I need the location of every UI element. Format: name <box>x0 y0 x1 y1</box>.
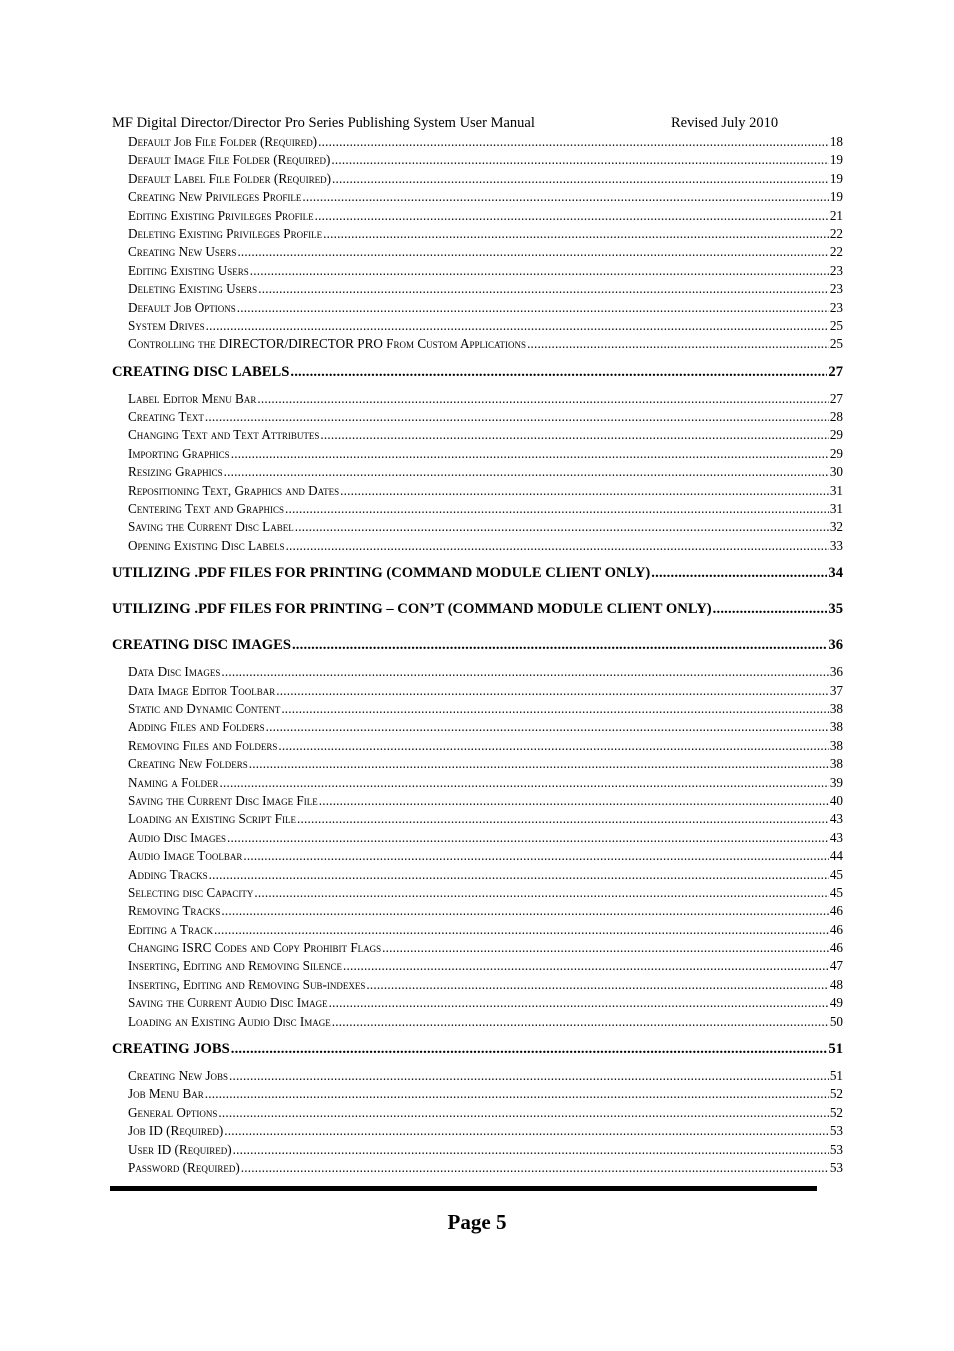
toc-dot-leader <box>221 663 828 681</box>
toc-entry[interactable] <box>112 884 843 902</box>
toc-dot-leader <box>281 700 829 718</box>
toc-entry[interactable] <box>112 792 843 810</box>
toc-dot-leader <box>278 737 828 755</box>
toc-entry-label: Centering Text and Graphics <box>128 501 285 517</box>
toc-section-entry[interactable] <box>112 1039 843 1059</box>
toc-entry[interactable] <box>112 774 843 792</box>
toc-dot-leader <box>219 774 828 792</box>
toc-entry[interactable] <box>112 500 843 518</box>
toc-entry[interactable] <box>112 390 843 408</box>
toc-dot-leader <box>302 188 828 206</box>
toc-entry-label: Controlling the DIRECTOR/DIRECTOR PRO From Custom Applications <box>128 336 527 352</box>
toc-dot-leader <box>292 635 827 655</box>
toc-section-entry[interactable] <box>112 563 843 583</box>
toc-entry-label: System Drives <box>128 317 205 333</box>
toc-entry-page: 45 <box>829 866 843 882</box>
toc-entry-label: Changing ISRC Codes and Copy Prohibit Flags <box>128 940 382 956</box>
toc-entry-page: 30 <box>829 464 843 480</box>
toc-entry-page: 36 <box>829 664 843 680</box>
toc-dot-leader <box>218 1104 828 1122</box>
toc-dot-leader <box>276 682 829 700</box>
toc-dot-leader <box>651 563 827 583</box>
toc-entry-label: Loading an Existing Script File <box>128 811 296 827</box>
toc-entry[interactable] <box>112 518 843 536</box>
toc-entry-page: 33 <box>829 537 843 553</box>
toc-entry-label: General Options <box>128 1104 218 1120</box>
toc-entry[interactable] <box>112 299 843 317</box>
toc-entry[interactable] <box>112 408 843 426</box>
toc-dot-leader <box>221 902 828 920</box>
toc-dot-leader <box>286 537 829 555</box>
toc-entry-label: Audio Disc Images <box>128 829 227 845</box>
toc-entry-page: 19 <box>829 189 843 205</box>
toc-dot-leader <box>224 463 829 481</box>
toc-entry[interactable] <box>112 1013 843 1031</box>
toc-entry-page: 49 <box>829 995 843 1011</box>
toc-dot-leader <box>295 518 829 536</box>
toc-entry[interactable] <box>112 243 843 261</box>
toc-entry-label: Job ID (Required) <box>128 1123 224 1139</box>
toc-entry-label: Default Job Options <box>128 299 236 315</box>
toc-dot-leader <box>254 884 828 902</box>
toc-entry[interactable] <box>112 426 843 444</box>
toc-entry-label: Loading an Existing Audio Disc Image <box>128 1013 331 1029</box>
toc-entry-page: 22 <box>829 225 843 241</box>
toc-dot-leader <box>329 994 829 1012</box>
toc-entry-page: 39 <box>829 774 843 790</box>
toc-entry-page: 46 <box>829 903 843 919</box>
toc-entry[interactable] <box>112 170 843 188</box>
toc-entry-page: 38 <box>829 756 843 772</box>
toc-entry-label: CREATING JOBS <box>112 1041 230 1058</box>
table-of-contents <box>112 133 843 1177</box>
toc-entry-page: 43 <box>829 829 843 845</box>
toc-dot-leader <box>233 1141 829 1159</box>
toc-entry[interactable] <box>112 207 843 225</box>
toc-dot-leader <box>205 1085 829 1103</box>
toc-entry-label: Importing Graphics <box>128 445 230 461</box>
toc-entry-label: Inserting, Editing and Removing Silence <box>128 958 342 974</box>
toc-entry-label: Resizing Graphics <box>128 464 223 480</box>
toc-entry-page: 47 <box>829 958 843 974</box>
toc-entry-label: Job Menu Bar <box>128 1086 204 1102</box>
toc-entry-label: Editing Existing Users <box>128 262 249 278</box>
toc-entry[interactable] <box>112 994 843 1012</box>
toc-entry-page: 50 <box>829 1013 843 1029</box>
toc-dot-leader <box>343 957 829 975</box>
toc-entry-label: Saving the Current Disc Label <box>128 519 294 535</box>
toc-entry-page: 32 <box>829 519 843 535</box>
toc-entry-page: 43 <box>829 811 843 827</box>
toc-entry[interactable] <box>112 976 843 994</box>
toc-entry-page: 46 <box>829 921 843 937</box>
toc-entry[interactable] <box>112 151 843 169</box>
toc-entry[interactable] <box>112 847 843 865</box>
toc-entry-label: Static and Dynamic Content <box>128 700 281 716</box>
toc-entry-page: 52 <box>829 1086 843 1102</box>
toc-entry[interactable] <box>112 262 843 280</box>
toc-entry-page: 37 <box>829 682 843 698</box>
toc-dot-leader <box>227 829 829 847</box>
toc-entry-page: 27 <box>829 390 843 406</box>
toc-dot-leader <box>231 1039 828 1059</box>
toc-dot-leader <box>320 426 828 444</box>
toc-entry-page: 31 <box>829 482 843 498</box>
toc-entry-page: 28 <box>829 409 843 425</box>
toc-dot-leader <box>323 225 829 243</box>
toc-entry-label: Removing Tracks <box>128 903 221 919</box>
toc-entry-label: CREATING DISC LABELS <box>112 363 290 380</box>
toc-entry[interactable] <box>112 718 843 736</box>
toc-entry-label: Audio Image Toolbar <box>128 848 243 864</box>
toc-entry-label: Repositioning Text, Graphics and Dates <box>128 482 340 498</box>
toc-entry-page: 29 <box>829 445 843 461</box>
toc-dot-leader <box>214 921 829 939</box>
toc-entry-label: Default Job File Folder (Required) <box>128 134 318 149</box>
toc-dot-leader <box>257 390 828 408</box>
toc-entry-page: 35 <box>828 601 843 618</box>
toc-dot-leader <box>285 500 829 518</box>
toc-entry[interactable] <box>112 939 843 957</box>
toc-entry-page: 25 <box>829 317 843 333</box>
toc-entry[interactable] <box>112 225 843 243</box>
toc-entry-label: Editing a Track <box>128 921 213 937</box>
toc-dot-leader <box>713 599 828 619</box>
toc-entry-label: Editing Existing Privileges Profile <box>128 207 314 223</box>
toc-dot-leader <box>243 847 828 865</box>
toc-entry-label: Deleting Existing Users <box>128 281 258 297</box>
toc-dot-leader <box>249 755 829 773</box>
toc-dot-leader <box>237 243 828 261</box>
toc-entry-label: Adding Files and Folders <box>128 719 265 735</box>
toc-entry-page: 36 <box>828 637 843 654</box>
toc-entry-label: Inserting, Editing and Removing Sub-indexes <box>128 976 366 992</box>
toc-entry[interactable] <box>112 902 843 920</box>
toc-dot-leader <box>258 280 829 298</box>
toc-dot-leader <box>319 792 829 810</box>
toc-entry-label: UTILIZING .PDF FILES FOR PRINTING (COMMAND MODULE CLIENT ONLY) <box>112 565 651 582</box>
toc-entry-label: Data Disc Images <box>128 664 221 680</box>
toc-entry-label: Creating New Folders <box>128 756 248 772</box>
toc-entry-label: Naming a Folder <box>128 774 219 790</box>
toc-entry-page: 19 <box>829 170 843 186</box>
toc-dot-leader <box>241 1159 829 1177</box>
toc-dot-leader <box>527 335 829 353</box>
toc-entry-label: Selecting disc Capacity <box>128 884 254 900</box>
toc-entry-label: UTILIZING .PDF FILES FOR PRINTING – CON’T (COMMAND MODULE CLIENT ONLY) <box>112 601 712 618</box>
toc-entry-page: 29 <box>829 427 843 443</box>
toc-dot-leader <box>229 1067 829 1085</box>
toc-entry-page: 38 <box>829 737 843 753</box>
toc-entry-page: 23 <box>829 281 843 297</box>
toc-entry-page: 46 <box>829 940 843 956</box>
toc-entry[interactable] <box>112 1104 843 1122</box>
toc-entry-page: 53 <box>829 1123 843 1139</box>
toc-entry[interactable] <box>112 280 843 298</box>
toc-entry-page: 21 <box>829 207 843 223</box>
toc-dot-leader <box>332 1013 829 1031</box>
toc-entry[interactable] <box>112 700 843 718</box>
toc-entry[interactable] <box>112 445 843 463</box>
toc-entry[interactable] <box>112 663 843 681</box>
toc-entry[interactable] <box>112 755 843 773</box>
toc-entry-label: User ID (Required) <box>128 1141 232 1157</box>
toc-entry-page: 40 <box>829 792 843 808</box>
toc-entry-label: Creating New Users <box>128 244 237 260</box>
toc-entry-page: 38 <box>829 719 843 735</box>
toc-entry[interactable] <box>112 1067 843 1085</box>
toc-dot-leader <box>315 207 829 225</box>
toc-entry-label: Label Editor Menu Bar <box>128 390 257 406</box>
toc-entry-label: Removing Files and Folders <box>128 737 278 753</box>
toc-entry-page: 27 <box>828 363 843 380</box>
toc-dot-leader <box>231 445 829 463</box>
toc-dot-leader <box>266 718 829 736</box>
toc-entry-page: 38 <box>829 700 843 716</box>
toc-entry[interactable] <box>112 463 843 481</box>
toc-entry-page: 19 <box>829 152 843 168</box>
toc-dot-leader <box>290 362 827 382</box>
toc-dot-leader <box>332 170 829 188</box>
toc-entry-label: CREATING DISC IMAGES <box>112 637 291 654</box>
toc-entry-label: Changing Text and Text Attributes <box>128 427 320 443</box>
toc-entry-label: Saving the Current Disc Image File <box>128 792 318 808</box>
toc-entry-page: 48 <box>829 976 843 992</box>
toc-entry-label: Default Label File Folder (Required) <box>128 170 331 186</box>
toc-dot-leader <box>382 939 829 957</box>
toc-entry-page: 23 <box>829 262 843 278</box>
toc-entry-label: Password (Required) <box>128 1159 240 1175</box>
toc-entry-label: Data Image Editor Toolbar <box>128 682 276 698</box>
toc-entry[interactable] <box>112 921 843 939</box>
page-number: Page 5 <box>447 1210 507 1234</box>
toc-entry-page: 34 <box>828 565 843 582</box>
toc-entry-page: 44 <box>829 848 843 864</box>
toc-entry-page: 53 <box>829 1159 843 1175</box>
toc-dot-leader <box>331 151 828 169</box>
toc-entry-label: Opening Existing Disc Labels <box>128 537 285 553</box>
toc-entry-page: 18 <box>829 134 843 149</box>
toc-entry[interactable] <box>112 482 843 500</box>
toc-entry[interactable] <box>112 829 843 847</box>
toc-entry-page: 52 <box>829 1104 843 1120</box>
revision-date: Revised July 2010 <box>671 115 779 131</box>
toc-entry-label: Creating New Privileges Profile <box>128 189 302 205</box>
toc-entry[interactable] <box>112 133 843 151</box>
toc-entry-page: 51 <box>829 1068 843 1084</box>
toc-entry-label: Deleting Existing Privileges Profile <box>128 225 323 241</box>
toc-dot-leader <box>224 1122 829 1140</box>
toc-entry[interactable] <box>112 810 843 828</box>
toc-section-entry[interactable] <box>112 599 843 619</box>
toc-entry[interactable] <box>112 682 843 700</box>
toc-entry-label: Creating Text <box>128 409 204 425</box>
toc-dot-leader <box>297 810 829 828</box>
toc-entry-label: Default Image File Folder (Required) <box>128 152 331 168</box>
toc-entry-page: 25 <box>829 336 843 352</box>
toc-entry[interactable] <box>112 866 843 884</box>
toc-entry[interactable] <box>112 1085 843 1103</box>
toc-entry-label: Adding Tracks <box>128 866 208 882</box>
running-header <box>112 115 842 133</box>
toc-entry[interactable] <box>112 1159 843 1177</box>
toc-entry-page: 45 <box>829 884 843 900</box>
toc-entry-page: 23 <box>829 299 843 315</box>
toc-dot-leader <box>206 317 829 335</box>
toc-entry-page: 22 <box>829 244 843 260</box>
toc-section-entry[interactable] <box>112 635 843 655</box>
footer-rule <box>110 1186 817 1191</box>
toc-dot-leader <box>366 976 828 994</box>
toc-entry[interactable] <box>112 335 843 353</box>
toc-dot-leader <box>340 482 829 500</box>
toc-entry-label: Creating New Jobs <box>128 1068 229 1084</box>
manual-title: MF Digital Director/Director Pro Series Publishing System User Manual <box>112 115 535 131</box>
toc-entry[interactable] <box>112 317 843 335</box>
toc-entry[interactable] <box>112 957 843 975</box>
toc-entry-page: 31 <box>829 501 843 517</box>
toc-entry[interactable] <box>112 737 843 755</box>
toc-entry[interactable] <box>112 537 843 555</box>
toc-dot-leader <box>318 133 829 151</box>
toc-dot-leader <box>209 866 829 884</box>
toc-dot-leader <box>250 262 829 280</box>
toc-entry[interactable] <box>112 1141 843 1159</box>
toc-entry[interactable] <box>112 1122 843 1140</box>
toc-entry[interactable] <box>112 188 843 206</box>
toc-entry-page: 53 <box>829 1141 843 1157</box>
toc-section-entry[interactable] <box>112 362 843 382</box>
toc-entry-page: 51 <box>828 1041 843 1058</box>
toc-dot-leader <box>237 299 829 317</box>
toc-dot-leader <box>205 408 829 426</box>
toc-entry-label: Saving the Current Audio Disc Image <box>128 995 328 1011</box>
